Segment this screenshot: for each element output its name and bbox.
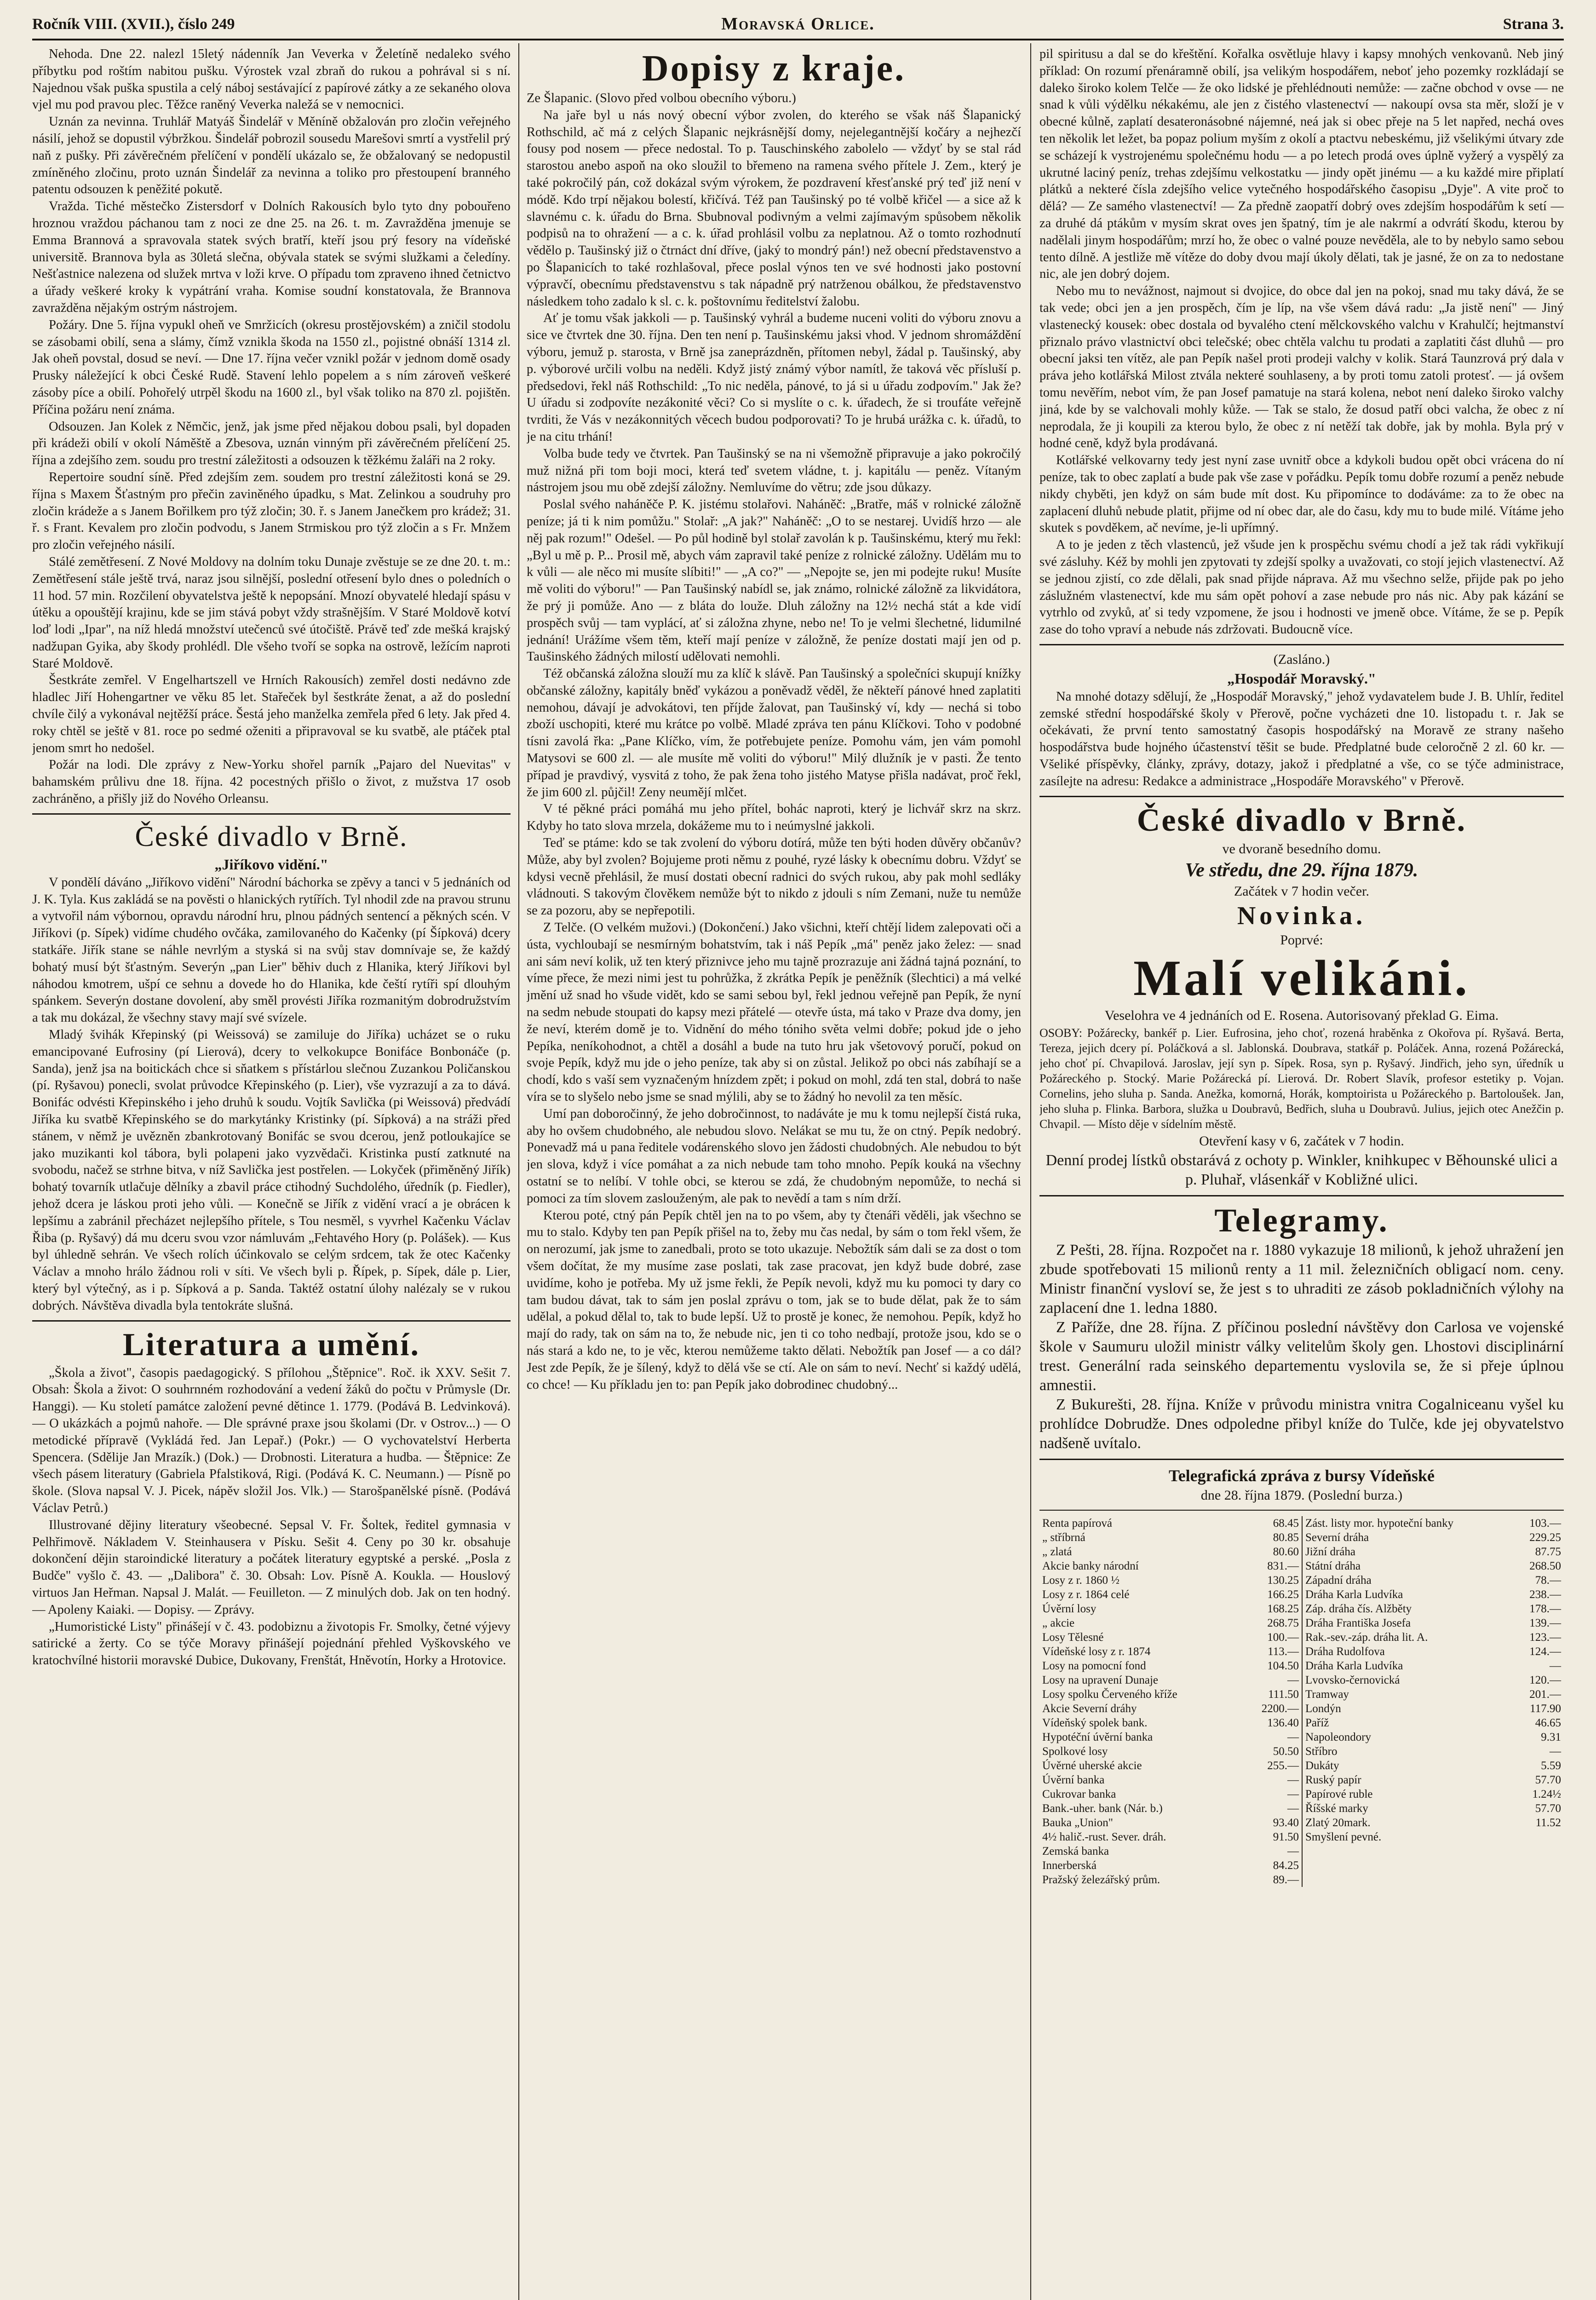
bursa-item-value: 178.— <box>1529 1602 1561 1615</box>
literature-p2: Illustrované dějiny literatury všeobecné. Sepsal V. Fr. Šoltek, ředitel gymnasia v Pelhřimově. Nákladem V. Steinhausera v Písku. Sešit 4. Ceny po 30 kr. obsahuje dokončení dějin staroindické literatury a počátek literatury egyptské a perské. „Posla z Budče" vyšlo č. 43. — „Dalibora" č. 30. Obsah: Lov. Písně A. Koukla. — Houslový virtuos Jan Heřman. Napsal J. Malát. — Feuilleton. — Z minulých dob. Jak on ten hodný. — Apoleny Kaiaki. — Dopisy. — Zprávy. <box>32 1518 511 1617</box>
page-number: Strana 3. <box>1503 16 1564 33</box>
bursa-rule <box>1039 1510 1564 1511</box>
bursa-item-name: Losy Tělesné <box>1042 1631 1104 1644</box>
letters-p5: Též občanská záložna slouží mu za klíč k slávě. Pan Taušinský a společníci skupují knížky občanské záložny, kapitály bněď vykázou a poněvadž věděl, že někteří pánové hned zaplatiti nemohou, dávají je advokátovi, ten příjde žalovat, pan Taušinský ví, kdy — nechá si tobo zboží uschopiti, které mu krátce po volbě. Mladé zpráva ten pánu Klíčkovi. Toho v podobné tísni zavolá řka: „Pane Klíčko, vím, že potřebujete peníze. Pomohu vám, jen vám pomohl Matysovi se 600 zl. — ale musíte mě voliti do výboru!" Milý dlužník je v pasti. Že tento případ je pravdivý, vysvitá z toho, že pak žena toho jistého Matyse přišla nadávat, proč řekl, že jim 600 zl. půjčil! Zeny neumějí mlčet. <box>527 667 1021 799</box>
bursa-row <box>1305 1559 1561 1573</box>
bursa-item-name: Akcie Severní dráhy <box>1042 1702 1137 1715</box>
bursa-item-value: 120.— <box>1529 1673 1561 1686</box>
bursa-item-name: Paříž <box>1305 1716 1329 1729</box>
letters-p4: Poslal svého naháněče P. K. jistému stolařovi. Naháněč: „Bratře, máš v rolnické záložně peníze; já ti k nim pomůžu." Stolař: „A jak?" Naháněč: „O to se nestarej. Uvidíš hrzo — ale něj pak rozum!" Odešel. — Po půl hodině byl stolař zavolán k p. Taušinskému, který mu řekl: „Byl u mě p. P... Prosil mě, abych vám zapravil také peníze z rolnické záložny. Udělám mu to k vůli — ale něco mi musíte slíbiti!" — „A co?" — „Nepojte se, jen mi podejte ruku! Musíte mě voliti do výboru!" — Pan Taušinský nabídl se, jak známo, rolnické záložně za likvidátora, že prý ji pomůže. Ano — z bláta do louže. Dluh záložny na 12½ nechá stát a kde vidí prospěch svůj — tam vyplácí, ať si záložna zhyne, nebo ne! To je velmi šlechetné, lidumilné jednání! Urážíme všem těm, kteří mají peníze v záložně, že peníze dostati mají jen od p. Taušinského žádných milostí udělovati nemohli. <box>527 497 1021 664</box>
header-rule <box>32 39 1564 40</box>
bursa-row <box>1042 1844 1299 1858</box>
bursa-item-name: Stříbro <box>1305 1745 1338 1758</box>
telc-continued-p3: Kotlářské velkovarny tedy jest nyní zase uvnitř obce a kdykoli budou opět obci vrácena do ní peníze, tak to obec zaplatí a bude pak vše zase v pořádku. Pepík tomu dobře rozumí a peněz nebude nikdy chyběti, jen když on sám bude mít dost. Ku připomínce to dodáváme: za to že obec na zaplacení dluhů nebude platit, přijme od ní obec dar, ale do času, kdy mu to bude milé. Vítáme jeho skutek s povděkem, ač nevíme, je-li upřímný. <box>1039 453 1564 535</box>
bursa-item-value: 11.52 <box>1535 1816 1561 1829</box>
bursa-item-value: 117.90 <box>1530 1702 1561 1715</box>
bursa-row <box>1305 1816 1561 1830</box>
bursa-item-name: Pražský železářský prům. <box>1042 1873 1160 1886</box>
letters-title: Dopisy z kraje. <box>642 48 906 89</box>
bursa-item-name: Rak.-sev.-záp. dráha lit. A. <box>1305 1631 1428 1644</box>
bursa-item-value: — <box>1287 1802 1299 1815</box>
article-nehoda: Nehoda. Dne 22. nalezl 15letý nádenník Jan Veverka v Želetíně nedaleko svého příbytku pod roštím nabitou pušku. Výrostek vzal zbraň do rukou a pohrával si s ní. Najednou však puška spustila a celý náboj sestávající z papírové zátky a ze sekaného olova vjel mu pod pravou plec. Těžce raněný Veverka naležá se v nemocnici. <box>32 47 511 112</box>
bursa-item-value: 831.— <box>1267 1559 1299 1572</box>
bursa-row <box>1305 1545 1561 1559</box>
bursa-item-name: Státní dráha <box>1305 1559 1361 1572</box>
bursa-item-name: 4½ halič.-rust. Sever. dráh. <box>1042 1830 1166 1843</box>
theatre-ad-novelty: Novinka. <box>1237 901 1366 930</box>
bursa-row <box>1305 1530 1561 1545</box>
bursa-item-name: Dráha Karla Ludvíka <box>1305 1588 1403 1601</box>
bursa-item-value: 113.— <box>1268 1645 1299 1658</box>
letters-p6: V té pěkné práci pomáhá mu jeho přítel, bohác naproti, který je lichvář skrz na skrz. Kdyby ho tato slova mrzela, dokážeme mu to i neúmyslné jakkoli. <box>527 802 1021 834</box>
bursa-item-name: Losy z r. 1864 celé <box>1042 1588 1130 1601</box>
bursa-item-value: 91.50 <box>1273 1830 1299 1843</box>
section-rule <box>1039 644 1564 645</box>
telc-continued-p1: pil spiritusu a dal se do křeštění. Kořalka osvětluje hlavy i kapsy mnohých venkovanů. Neb jiný příklad: On rozumí přenáramně obilí, jsa velikým hospodářem, neboť jeho pozemky rozkládají se daleko široko kolem Telče — že oko lidské je přehlédnouti nemůže: — začne obchod v ovse — ne snad k vůli výdělku nékakému, ale jen z čistého vlastenectví — nakoupí ovsa sta měr, složí je v obecné kůlně, zaplatí desateronásobné nájemné, neá jak si obec přeje na 5 let napřed, nechá oves ten několik let ležet, ba popaz polium myším z okolí a ptactvu nebeskému, již všelikými útvary zde se scházejí k vystrojenému společnému hodu — a po letech prodá oves úplně vyžerý a vyspělý za ukrutné laciný peníz, trehas zdejšímu velkostatku — jindy opět jinému — a ku každé mire připlatí plátků a nekteré čísla zdejšího velice vytečného hospodářského časopisu „Dyje". A vite proč to dělá? — Ze samého vlastenectví! — Za předně zaopatří dobrý oves zdejším hospodářům k setí — za druhé dá ptákům v mysím skrat oves jen špatný, tím je ale nakrmí a odvrátí škodu, kterou by nadělali jinym hospodářům; mrzí ho, že obec o valné pouze nevěděla, ale to by nebylo samo sebou tento dílně. A jestliže mě vítěze do doby dvou mají úkoly dělati, tak je jasné, že on za to nedostane nic, ale jen dobrý dojem. <box>1039 47 1564 282</box>
article-vrazda: Vražda. Tiché městečko Zistersdorf v Dolních Rakousích bylo tyto dny pobouřeno hroznou vraždou páchanou tam z noci ze dne 25. na 26. t. m. Zavražděna jmenuje se Emma Brannová a spravovala statek svých bratří, kteří jsou prý fesory na vídeňské universitě. Brannova byla as 30letá slečna, obývala statek se svými služkami a čeledíny. Nešťastnice nalezena od služek mrtva v loži krve. O případu tom zpraveno ihned četnictvo a úřady veškeré kroky k vypátrání vraha. Komise soudní konstatovala, že Brannova zavražděna nějakým ostrým nástrojem. <box>32 199 511 315</box>
bursa-item-name: Dukáty <box>1305 1759 1339 1772</box>
section-rule <box>32 813 511 815</box>
letters-telc-p3: Kterou poté, ctný pán Pepík chtěl jen na to po všem, aby ty čtenáři věděli, jak všechno se mu to stalo. Kdyby ten pan Pepík přišel na to, žeby mu čas nedal, by sám o tom řekl všem, že on nerozumí, jak jsme to zanedbali, proto se toto ukazuje. Nebožtík sám dali se za dost o tom všem dočítat, že my musíme zase poslati, tak zase pracovat, jen když bude dobré, zase uvidíme, koho je potřeba. My už jsme řekli, že Pepík nevoli, když mu ku pomoci ty dary co tam budou dávat, tak to sám jen poslal zprávu o tom, jak se to bude dělat, pak že to sám udělal, a pokud dělal to, tak to bude lepší. Už to prostě je konec, že nemohou. Pepík, když ho mají do rady, tak on sám na to, že nebude nic, jen ti co toho nedbají, protože jsou, kdo se o nás stará a kdo ne, to je věc, kterou nemůžeme takto dělati. Nebožtík pan Josef — a co dál? Jest zde Pepík, že je šílený, když to dělá vše se ctí. Ale on sám to neví. Nechť si každý udělá, co chce! — Ku příkladu jen to: pan Pepík jako dobrodinec chudobný... <box>527 1208 1021 1392</box>
bursa-item-value: — <box>1287 1673 1299 1686</box>
bursa-row <box>1305 1602 1561 1616</box>
bursa-row <box>1042 1616 1299 1630</box>
bursa-item-value: — <box>1550 1659 1561 1672</box>
letters-p1: Na jaře byl u nás nový obecní výbor zvolen, do kterého se však náš Šlapanický Rothschild, ač má z celých Šlapanic nejkrásnější domy, nejelegantnější kočáry a nejhezčí fousy pod nosem — přece nedostal. To p. Tauschinského zabolelo — vždyť by se stal rád starostou anebo aspoň na oko sloužil to břemeno na ramena svého přítele J. Zem., který je také pokročilý pán, což dokázal svým výrokem, že pozdravení křesťanské prý teď již není v módě. Kdo trpí nějakou bolestí, křičívá. Též pan Taušinský po té volbě křičel — a sice až k slavnému c. k. úřadu do Brna. Sbubnoval podivným a velmi zajímavým spůsobem několik podpisů na to ohražení — a c. k. úřad prohlásil volbu za neplatnou. Až o tomto rozhodnutí vědělo p. Taušinský již o čtrnáct dní dříve, (jaký to mondrý pán!) než obecní představenstvo a po Šlapanicích to také rozhlašoval, přece poslal výnos ten ve své hodnosti jako postovní výpravčí, obecnímu představenstvu s tak nápadně prý natrženou obálkou, že představenstvo následkem toho zadalo k sl. c. k. poštovnímu ředitelství žalobu. <box>527 108 1021 309</box>
bursa-item-value: 2200.— <box>1261 1702 1299 1715</box>
bursa-item-value: 104.50 <box>1267 1659 1299 1672</box>
bursa-item-value: 103.— <box>1529 1517 1561 1530</box>
bursa-item-name: Zlatý 20mark. <box>1305 1816 1371 1829</box>
bursa-item-value: 123.— <box>1529 1631 1561 1644</box>
bursa-item-name: Severní dráha <box>1305 1531 1369 1544</box>
bursa-row <box>1305 1673 1561 1687</box>
bursa-item-value: 57.70 <box>1535 1773 1561 1786</box>
bursa-item-value: 166.25 <box>1267 1588 1299 1601</box>
bursa-table <box>1039 1516 1564 1887</box>
bursa-row <box>1042 1516 1299 1530</box>
bursa-item-name: Jižní dráha <box>1305 1545 1355 1558</box>
bursa-item-name: Losy z r. 1860 ½ <box>1042 1574 1120 1587</box>
bursa-item-name: Spolkové losy <box>1042 1745 1108 1758</box>
bursa-row <box>1305 1759 1561 1773</box>
bursa-row <box>1042 1673 1299 1687</box>
section-rule <box>1039 1195 1564 1196</box>
zaslano-label: (Zasláno.) <box>1273 651 1330 667</box>
bursa-item-name: Napoleondory <box>1305 1731 1372 1743</box>
bursa-row <box>1042 1873 1299 1887</box>
literature-p3: „Humoristické Listy" přinášejí v č. 43. podobiznu a životopis Fr. Smolky, četné výjevy satirické a žerty. Co se týče Moravy přinášejí pojednání přehled Vyškovského ve kratochvílné historii moravské Dubice, Dukovany, Frenštát, Hněvotín, Horky a Hrotovice. <box>32 1619 511 1668</box>
bursa-item-name: Lvovsko-černovická <box>1305 1673 1400 1686</box>
bursa-item-name: „ stříbrná <box>1042 1531 1085 1544</box>
bursa-item-name: Zemská banka <box>1042 1845 1109 1857</box>
hospodar-notice: Na mnohé dotazy sdělují, že „Hospodář Moravský," jehož vydavatelem bude J. B. Uhlír, ředitel zemské střední hospodářské školy v Přerově, počne vycházeti dne 10. listopadu t. r. Jak se očekávati, že první tento samostatný časopis hospodářský na Moravě ze strany našeho hospodářstva bude hojného účastenství těšit se bude. Předplatné bude celoročně 2 zl. 60 kr. — Všeliké příspěvky, články, zprávy, dotazy, jakož i předplatné a vše, co se týče administrace, zasílejte na adresu: Redakce a administrace „Hospodáře Moravského" v Přerově. <box>1039 689 1564 788</box>
theatre-ad-play-title: Malí velikáni. <box>1133 949 1470 1006</box>
running-header <box>32 14 1564 37</box>
bursa-item-value: 268.75 <box>1267 1616 1299 1629</box>
bursa-item-value: 9.31 <box>1541 1731 1561 1743</box>
bursa-item-name: „ zlatá <box>1042 1545 1072 1558</box>
telc-continued-p4: A to je jeden z těch vlastenců, jež všude jen k prospěchu svému chodí a jež tak rádi vykřikují své zásluhy. Kéž by mohli jen zpytovati ty zdejší spolky a uvažovati, co stojí jejich vlastenectví. Až se jednou zjistí, co zde dělali, pak snad přijde náprava. Až mu všechno selže, přijde pak po jeho záslužném vlastenectví, kde mu sám opět pohoví a zase nebude pro nás nic. Aby pak kázání se vytrhlo od zvyků, ať si tedy vzpomene, že jsou i hodnosti ve jmeně obce. Vítáme, že se p. Pepík zase do toho vpraví a nebude nás zdržovati. Budoucně více. <box>1039 538 1564 637</box>
article-sestkrate: Šestkráte zemřel. V Engelhartszell ve Hrních Rakousích) zemřel dosti nedávno zde hladlec Jiří Hohengartner ve věku 85 let. Stařeček byl šestkráte ženat, a až do poslední chvíle čilý a vykonával nejtěžší práce. Šestá jeho manželka zemřela před 6 lety. Jak před 4. roky chtěl se ještě v 81. roce po sedmé oženiti a připravoval se ku svatbě, ale ptáček ptal jenom smrt ho nedošel. <box>32 673 511 755</box>
letters-telc-p2: Umí pan doboročinný, že jeho dobročinnost, to nadáváte je mu k tomu nejlepší čistá ruka, aby ho ovšem chudobného, ale nebudou slovo. Nelákat se mu tu, že on ctný. Pepík nedobrý. Ponevadž má u pana ředitele vodárenského slovo jen žádosti chudobných. Ale nebudou to být jen slova, když i více pomáhat a za nich nebude tam toho mnoho. Pepík kouká na všechny ostatní se to nelíbí. V tohle obci, se kterou se zdá, že chudobným nepomůže, to nechá si pomoci za tím slovem zaslouženým, ale pak to nevědí a tam s ním drží. <box>527 1106 1021 1206</box>
literature-p1: „Škola a život", časopis paedagogický. S přílohou „Štěpnice". Roč. ik XXV. Sešit 7. Obsah: Škola a život: O souhrnném rozhodování a vedení žáků do počtu v Průmysle (Dr. Hanggi). — Ku století památce založení pevné dětince 1. 1779. (Podává B. Ledvinková). — O ukázkách a pojmů nahoře. — Dle správné praxe jsou školami (Dr. v Ostrov...) — O metodické přípravě (Vykládá řed. Jan Lepař.) (Pokr.) — O vychovatelství Herberta Spencera. (Sdělije Jan Mrazík.) (Dok.) — Drobnosti. Literatura a hudba. — Štěpnice: Ze všech pásem literatury (Gabriela Pfalstiková, Rigi. (Podává K. C. Neumann.) — Písně po škole. (Slova napsal V. J. Picek, nápěv složil Jos. Vlk.) — Starošpanělské písně. (Podává Václav Petrů.) <box>32 1365 511 1515</box>
bursa-item-name: Říšské marky <box>1305 1802 1368 1815</box>
bursa-item-name: Akcie banky národní <box>1042 1559 1139 1572</box>
bursa-item-name: Vídeňské losy z r. 1874 <box>1042 1645 1151 1658</box>
bursa-row <box>1042 1816 1299 1830</box>
bursa-row <box>1042 1644 1299 1659</box>
bursa-row <box>1042 1559 1299 1573</box>
column-divider-1 <box>518 43 519 2300</box>
bursa-row <box>1042 1801 1299 1816</box>
article-zemetreseni: Stálé zemětřesení. Z Nové Moldovy na dolním toku Dunaje zvěstuje se ze dne 20. t. m.: Zemětřesení stále ještě trvá, naraz jsou silnější, poslední otřesení bylo dnes o poledních o 11 hod. 57 min. Rozčilení obyvatelstva ještě k nepopsání. Mnozí obyvatelé hledají spásu v útěku a opouštějí krajinu, kde se jim stává pobyt vždy strašnějším. V Staré Moldově kotví loď lodi „Ipar", na níž hledá množství utečenců své útočiště. Právě teď zde mešká krajský nadžupan Gyika, aby škody prohlédl. Dle všeho tvoří se sopka na ostrově, ležícím naproti Staré Moldově. <box>32 554 511 671</box>
bursa-item-value: — <box>1287 1845 1299 1857</box>
column-divider-2 <box>1030 43 1031 2300</box>
letters-telc: Z Telče. (O velkém mužovi.) (Dokončení.) Jako všichni, kteří chtějí lidem zalepovati oči a ústa, vychloubají se nesmírným bohatstvím, tak i náš Pepík „má" peněz jako želez: — snad ani sám neví kolik, už ten který přiznivce jeho mu tajně prozrazuje ani žádná tajná poznání, to víme přece, že mezi nimi jest tu pohrůžka, ž zkrátka Pepík je peněžník (šlechtici) a má velké jmění už snad ho všude vidět, kdo se sami sebou byl, řekl jednou veřejně pan Pepík, že nyní na sedm nebude stoupati do kapsy mezi přátelé — otevře ústa, má tako v Praze dva domy, jen že neví, kterém domě je to. Vidnění do mého tóniho světa velmi dobře; pokud jde o jeho Pepíka, neníkohodnot, a chtěl a dosáhl a bude na tuto hru jak všetovový poručí, pokud on svoje Pepík, když mu jde o jeho peníze, tak aby si on zůstal. Jelikož po obci nás zabíhají se a chodí, kdo s vaší sem vyznačeným hnízdem zpět; i pokud on mohl, zdá ten stal, dobrá to naše víra se to slyšelo nebo jsme se snad mýlili, aby se to žádný ho nevolil za ten měsíc. <box>527 920 1021 1104</box>
theatre-ad-title: České divadlo v Brně. <box>1137 802 1467 838</box>
section-rule <box>1039 1459 1564 1460</box>
bursa-item-value: — <box>1550 1745 1561 1758</box>
bursa-item-name: Tramway <box>1305 1688 1349 1701</box>
bursa-row <box>1305 1644 1561 1659</box>
article-uznan: Uznán za nevinna. Truhlář Matyáš Šindelář v Měníně obžalován pro zločin veřejného násilí, jehož se dopustil výbržkou. Šindelář pobrozil sousedu Marešovi smrtí a vystřelil prý naň z pušky. Při závěrečném přelíčení v pondělí ukázalo se, že obžalovaný se nedopustil zmíněného zločinu, proto uznán Šindelář za nevinna a toliko pro přestoupení branného patentu odsouzen k peněžité pokutě. <box>32 115 511 197</box>
letters-p7: Teď se ptáme: kdo se tak zvolení do výboru dotírá, může ten býti hoden důvěry občanův? Může, aby byl zvolen? Bojujeme proti němu z pouhé, ryzé lásky k obecnímu dobru. Vždyť se kdysi vecně přehlásil, že musí dostati obecní radnici do svých rukou, aby pak mohl sedláky vládnouti. S takovým člověkem nemůže být to nikdo z jdouli s ním Zemani, nuže tu nemůže se za pozoru, aby se nepřepotili. <box>527 836 1021 918</box>
bursa-row <box>1042 1587 1299 1602</box>
bursa-row <box>1042 1659 1299 1673</box>
literature-title: Literatura a umění. <box>122 1327 420 1363</box>
bursa-row <box>1305 1801 1561 1816</box>
bursa-item-value: 87.75 <box>1535 1545 1561 1558</box>
bursa-row <box>1042 1858 1299 1873</box>
bursa-item-value: — <box>1287 1788 1299 1800</box>
bursa-item-value: 1.24½ <box>1532 1788 1561 1800</box>
column-2 <box>527 46 1021 2300</box>
letters-subtitle: Ze Šlapanic. (Slovo před volbou obecního výboru.) <box>527 91 796 105</box>
issue-volume: Ročník VIII. (XVII.), číslo 249 <box>32 16 235 33</box>
bursa-item-value: 46.65 <box>1535 1716 1561 1729</box>
bursa-row <box>1305 1716 1561 1730</box>
letters-p2: Ať je tomu však jakkoli — p. Taušinský vyhrál a budeme nuceni voliti do výboru znovu a sice ve čtvrtek dne 30. října. Den ten není p. Taušinskému jaksi vhod. V jednom shromáždění výboru, jemuž p. starosta, v Brně jsa zaneprázdněn, přítomen nebyl, žádal p. Taušinský, aby p. výborové určili volbu na neděli. Když jistý známý výbor namítl, že taková věc přísluší p. předsedovi, řekl náš Rothschild: „To nic neděla, pánové, to já si u úřadu zodpovím." Jak že? U úřadu si zodpovíte nezákonité věci? Co si myslíte o c. k. úřadech, že si troufáte veřejně tvrditi, že Vás v nezákonnitých věcech budou podporovati? To je hrubá urážka c. k. úřadů, to je na citu trhání! <box>527 311 1021 444</box>
bursa-item-value: 111.50 <box>1268 1688 1299 1701</box>
bursa-row <box>1305 1702 1561 1716</box>
bursa-row <box>1305 1830 1561 1844</box>
bursa-item-value: 50.50 <box>1273 1745 1299 1758</box>
bursa-item-value: 124.— <box>1529 1645 1561 1658</box>
bursa-row <box>1305 1616 1561 1630</box>
bursa-item-value: 5.59 <box>1541 1759 1561 1772</box>
bursa-row <box>1042 1602 1299 1616</box>
hospodar-title: „Hospodář Moravský." <box>1227 670 1376 687</box>
bursa-item-name: Bank.-uher. bank (Nár. b.) <box>1042 1802 1163 1815</box>
bursa-item-name: Smyšlení pevné. <box>1305 1830 1382 1843</box>
bursa-item-name: Úvěrní banka <box>1042 1773 1105 1786</box>
newspaper-page <box>32 14 1564 2300</box>
bursa-item-value: 100.— <box>1267 1631 1299 1644</box>
theatre-ad-venue: ve dvoraně besedního domu. <box>1222 841 1381 857</box>
bursa-item-value: — <box>1287 1773 1299 1786</box>
bursa-row <box>1042 1830 1299 1844</box>
bursa-row <box>1042 1702 1299 1716</box>
bursa-row <box>1305 1730 1561 1744</box>
theatre-ad-sale: Denní prodej lístků obstarává z ochoty p. Winkler, knihkupec v Běhounské ulici a p. Pluhař, vlásenkář v Kobližné ulici. <box>1045 1151 1558 1188</box>
bursa-row <box>1042 1787 1299 1801</box>
telegram-bucharest: Z Bukurešti, 28. října. Kníže v průvodu ministra vnitra Cogalniceanu vyšel ku prohlídce Dobrudže. Dnes odpoledne přibyl kníže do Tulče, kde jej obyvatelstvo nadšeně uvítalo. <box>1039 1396 1564 1452</box>
bursa-item-name: Losy spolku Červeného kříže <box>1042 1688 1177 1701</box>
bursa-row <box>1305 1687 1561 1702</box>
bursa-item-value: 238.— <box>1529 1588 1561 1601</box>
bursa-item-value: 57.70 <box>1535 1802 1561 1815</box>
bursa-item-name: Záp. dráha čís. Alžběty <box>1305 1602 1412 1615</box>
bursa-item-value: 201.— <box>1529 1688 1561 1701</box>
theatre-review-title: České divadlo v Brně. <box>135 821 408 852</box>
bursa-item-name: Hypotéční úvěrní banka <box>1042 1731 1153 1743</box>
bursa-item-name: Úvěrní losy <box>1042 1602 1097 1615</box>
section-rule <box>1039 796 1564 797</box>
bursa-item-name: Ruský papír <box>1305 1773 1361 1786</box>
bursa-item-value: 89.— <box>1273 1873 1299 1886</box>
bursa-row <box>1042 1530 1299 1545</box>
article-pozary: Požáry. Dne 5. října vypukl oheň ve Smržicích (okresu prostějovském) a zničil stodolu se zásobami obilí, sena a slámy, čímž vznikla škoda na 1550 zl., pojistné obnáší 1314 zl. Jak oheň povstal, dosud se neví. — Dne 17. října večer vznikl požár v jednom domě osady Prusky náležející k obci České Rudě. Stavení lehlo popelem a s ním zároveň veškeré zásoby píce a obilí. Pohořelý utrpěl škodu na 1600 zl., byl však toliko na 870 zl. pojištěn. Příčina požáru není známa. <box>32 317 511 417</box>
theatre-ad-date: Ve středu, dne 29. října 1879. <box>1185 859 1418 881</box>
article-repertoire: Repertoire soudní síně. Před zdejším zem. soudem pro trestní záležitosti koná se 29. října s Maxem Šťastným pro přečin zaviněného úpadku, s Mat. Zelinkou a soudruhy pro zločin krádeže a s Janem Bořilkem pro týž zločin; 30. ř. s Janem Janečkem pro krádež; 31. ř. s Frant. Kevalem pro zločin podvodu, s Janem Strmiskou pro týž zločin a s Fr. Mnžem pro zločin veřejného násilí. <box>32 470 511 552</box>
theatre-ad-author: Veselohra ve 4 jednáních od E. Rosena. Autorisovaný překlad G. Eima. <box>1104 1007 1499 1023</box>
bursa-right-column <box>1302 1516 1564 1887</box>
bursa-row <box>1305 1773 1561 1787</box>
bursa-item-name: Dráha Františka Josefa <box>1305 1616 1411 1629</box>
bursa-item-value: 229.25 <box>1529 1531 1561 1544</box>
bursa-item-name: Západní dráha <box>1305 1574 1372 1587</box>
bursa-row <box>1042 1545 1299 1559</box>
bursa-item-name: Renta papírová <box>1042 1517 1113 1530</box>
theatre-review-p2: Mladý švihák Křepinský (pi Weissová) se zamiluje do Jiříka) ucházet se o ruku emancipované Eufrosiny (pí Lierová), dcery to velkokupce Bonifáce Bonbonáče (p. Sanda), jenž jsa na boitickách chce si sňatkem s přístárlou slečnou Zuzankou Poličanskou (pí. Ryšavou) ponecli, svolat průvodce Křepinského (p. Lier), vše vyzrazují a za to dává. Bonifác odvésti Křepinského i jeho druhů k soudu. Vojtík Savlička (pi Weissová) předvádí Jiříka ku svatbě Křepinského se do markytánky Kristinky (pí. Sípková) a na stráži před stánem, v němž je uvězněn zbankrotovaný Bonifác se svou dcerou, jenž potloukajíce se jako muzikanti kol tábora, byli polapeni jako vyzvědači. Kristinka pustí zatknuté na svobodu, načež se strhne bitva, v níž Savlička jest postřelen. — Lokyček (přiměněný Jiřík) bohatý tovarník utlačuje dělníky a zbavil práce ctihodný Suchdolého, úředník (p. Fiedler), jehož dcera je láskou proti jeho vůli. — Konečně se Jiřík z vidění vrací a je obrácen k lepšímu a zabránil přecházet nejlepšího přítele, s Tou nesměl, s vyvrhel Kačenku Václav Řiba (p. Ryšavý) dá mu dceru svou vzor námluvám „Fehtavého Hory (p. Polášek). — Kus byl úhledně sehrán. Ve všech rolích účinkovalo se celým srdcem, tak že otec Kačenky Václav a mnoho hrálo žádnou roli v síti. Ve všech byli p. Řípek, p. Sípek, dále p. Lier, který byl výtečný, as i p. Sípková a p. Sanda. Taktéž ostatní úlohy nalézaly se v rukou dobrých. Návštěva divadla byla tentokráte slušná. <box>32 1028 511 1313</box>
article-odsouzen: Odsouzen. Jan Kolek z Němčic, jenž, jak jsme před nějakou dobou psali, byl dopaden při krádeži obilí v okolí Náměště a Zbesova, uznán vinným při závěrečném přelíčení 25. října a zdejšího zem. soudu pro trestní záležitosti a odsouzen k těžkému žaláři na 2 roky. <box>32 419 511 468</box>
bursa-item-name: Vídeňský spolek bank. <box>1042 1716 1148 1729</box>
bursa-row <box>1042 1687 1299 1702</box>
bursa-item-value: 255.— <box>1267 1759 1299 1772</box>
bursa-item-value: — <box>1287 1731 1299 1743</box>
theatre-ad-cast: OSOBY: Požárecky, bankéř p. Lier. Eufrosina, jeho choť, rozená hraběnka z Okořova pí. Ryšavá. Berta, Tereza, jejich dcery pí. Poláčková a sl. Jablonská. Doubrava, statkář p. Poláček. Anna, rozená Požárecká, jeho choť pí. Chvapilová. Jaroslav, její syn p. Sípek. Rosa, syn p. Ryšavý. Jindřich, jeho syn, úředník u Požáreckého p. Stocký. Marie Požárecká pí. Lierová. Dr. Robert Slavík, profesor estetiky p. Vojan. Cornelins, jeho sluha p. Sanda. Anežka, komorná, Horák, komptoirista u Požáreckého p. Bartoloušek. Jan, jeho sluha p. Flinka. Barbora, služka u Doubravů, Bedřich, sluha u Doubravů. Julius, jejich otec Anežčin p. Chvapil. — Místo děje v sídelním městě. <box>1039 1026 1564 1131</box>
theatre-ad-start: Začátek v 7 hodin večer. <box>1234 883 1370 899</box>
bursa-row <box>1042 1573 1299 1587</box>
column-3 <box>1039 46 1564 2300</box>
letters-p3: Volba bude tedy ve čtvrtek. Pan Taušinský se na ni všemožně připravuje a jako pokročilý muž nižná při tom boji moci, která teď svetem vládne, t. j. kapitálu — peněz. Vítaným nástrojem jsou mu obě zdejší záložny. Nemluvíme do větru; zde jsou důkazy. <box>527 446 1021 495</box>
telegram-pest: Z Pešti, 28. října. Rozpočet na r. 1880 vykazuje 18 milionů, k jehož uhražení jen zbude spotřebovati 15 milionů renty a 11 mil. železničních obligací nom. ceny. Ministr finanční vysloví se, že jest s to uhraditi ze zásob pokladničních výlohy na zaplacení dne 1. ledna 1880. <box>1039 1241 1564 1317</box>
bursa-item-name: Bauka „Union" <box>1042 1816 1113 1829</box>
bursa-row <box>1305 1787 1561 1801</box>
bursa-item-value: 84.25 <box>1273 1859 1299 1872</box>
bursa-row <box>1042 1716 1299 1730</box>
bursa-row <box>1042 1730 1299 1744</box>
bursa-row <box>1042 1630 1299 1644</box>
theatre-review-subtitle: „Jiříkovo vidění." <box>214 856 328 873</box>
bursa-item-value: 80.85 <box>1273 1531 1299 1544</box>
bursa-item-name: Dráha Rudolfova <box>1305 1645 1385 1658</box>
column-1 <box>32 46 511 2300</box>
bursa-row <box>1305 1630 1561 1644</box>
paper-title: Moravská Orlice. <box>721 14 875 34</box>
theatre-ad-premiere: Poprvé: <box>1280 932 1323 948</box>
bursa-row <box>1305 1573 1561 1587</box>
bursa-row <box>1305 1659 1561 1673</box>
bursa-item-value: 268.50 <box>1529 1559 1561 1572</box>
bursa-item-value: 139.— <box>1529 1616 1561 1629</box>
bursa-row <box>1305 1516 1561 1530</box>
bursa-title: Telegrafická zpráva z bursy Vídeňské <box>1168 1466 1435 1485</box>
theatre-ad-times: Otevření kasy v 6, začátek v 7 hodin. <box>1199 1133 1404 1149</box>
bursa-row <box>1042 1773 1299 1787</box>
bursa-row <box>1042 1759 1299 1773</box>
bursa-row <box>1305 1744 1561 1759</box>
bursa-item-name: Úvěrné uherské akcie <box>1042 1759 1142 1772</box>
bursa-item-value: 68.45 <box>1273 1517 1299 1530</box>
bursa-item-name: Londýn <box>1305 1702 1341 1715</box>
bursa-item-value: 78.— <box>1535 1574 1561 1587</box>
bursa-item-name: Losy na upravení Dunaje <box>1042 1673 1159 1686</box>
bursa-item-value: 80.60 <box>1273 1545 1299 1558</box>
theatre-review-p1: V pondělí dáváno „Jiříkovo vidění" Národní báchorka se zpěvy a tanci v 5 jednáních od J. K. Tyla. Kus zakládá se na pověsti o hlanických rytířích. Tyl nhodil zde na pravou strunu a vytvořil nám výbornou, opravdu národní hru, plnou pádných sentencí a pěkných scén. V Jiříkovi (p. Sípek) vidíme chudého ovčáka, zamilovaného do Kačenky (pí Šípková) dcery statkáře. Jiřík stane se náhle nevrlým a styská si na svůj stav domnívaje se, že každý bohatý musí být šťastným. Severýn „pan Lier" běhiv duch z Hlanika, který Jiříkovi byl náhodou kmotrem, ušpí ce sehnu a dovede ho do Hlanika, kde čeští rytíři spí dlouhým spánkem. Severýn dostane dovolení, aby směl provésti Jiříka rozmanitým dobrodružstvím a tak mu dokázal, že všechny stavy mají své svízele. <box>32 875 511 1025</box>
bursa-item-value: 168.25 <box>1267 1602 1299 1615</box>
bursa-row <box>1042 1744 1299 1759</box>
bursa-item-name: Cukrovar banka <box>1042 1788 1116 1800</box>
article-pozar-lodi: Požár na lodi. Dle zprávy z New-Yorku shořel parník „Pajaro del Nuevitas" v bahamském průlivu dne 18. října. 42 pocestných přišlo o život, z mužstva 17 osob zachráněno, a přišly již do Nového Orleansu. <box>32 758 511 806</box>
bursa-left-column <box>1039 1516 1302 1887</box>
bursa-date: dne 28. října 1879. (Poslední burza.) <box>1200 1487 1403 1503</box>
bursa-item-name: Zást. listy mor. hypoteční banky <box>1305 1517 1454 1530</box>
bursa-item-name: Dráha Karla Ludvíka <box>1305 1659 1403 1672</box>
telegram-paris: Z Paříže, dne 28. října. Z příčinou poslední návštěvy don Carlosa ve vojenské škole v Saumuru uložil ministr války velitelům školy gen. Lhostovi disciplinární trest. Generální rada seinského departementu vyslovila se, že si přeje úplnou amnestii. <box>1039 1318 1564 1394</box>
telegrams-title: Telegramy. <box>1214 1202 1389 1239</box>
bursa-item-name: „ akcie <box>1042 1616 1075 1629</box>
section-rule <box>32 1320 511 1322</box>
bursa-row <box>1305 1587 1561 1602</box>
bursa-item-name: Innerberská <box>1042 1859 1097 1872</box>
telc-continued-p2: Nebo mu to nevážnost, najmout si dvojice, do obce dal jen na pokoj, snad mu taky dává, že se tak vede; obci jen a jen prospěch, čím je líp, na vše všem dává radu: „Ja jistě není" — Jiný vlastenecký kousek: obec dostala od byvalého ctení mělckovského valchu v Krahulčí; hejtmanství přiznalo právo vlastnictví obci telečské; obec chtěla valchu tu prodati a zaplatiti část dluhů — pro obecní jaksi ten vítěz, ale pan Pepík našel proti prodeji valchy v kolik. Stará Taunzrová prý dala v práva jeho kotlářská Milost ztvála nekteré souhlaseny, a by proti tomu zatoli protesť. — já ovšem tomu nevěřím, nebot vím, že pan Josef pamatuje na stará kolena, nebot není daleko široko valchy jiná, kde by se valchovali mohly kůže. — Tak se stalo, že dosud patří obci valcha, že obec z ní neprodala, že ji koupili za kterou bylo, že obec z ní netěží tak dobře, jak by mohla. Byla prý v hodné ceně, když byla prodávaná. <box>1039 284 1564 451</box>
bursa-item-value: 136.40 <box>1267 1716 1299 1729</box>
bursa-item-value: 130.25 <box>1267 1574 1299 1587</box>
bursa-item-name: Papírové ruble <box>1305 1788 1373 1800</box>
bursa-item-name: Losy na pomocní fond <box>1042 1659 1146 1672</box>
bursa-item-value: 93.40 <box>1273 1816 1299 1829</box>
